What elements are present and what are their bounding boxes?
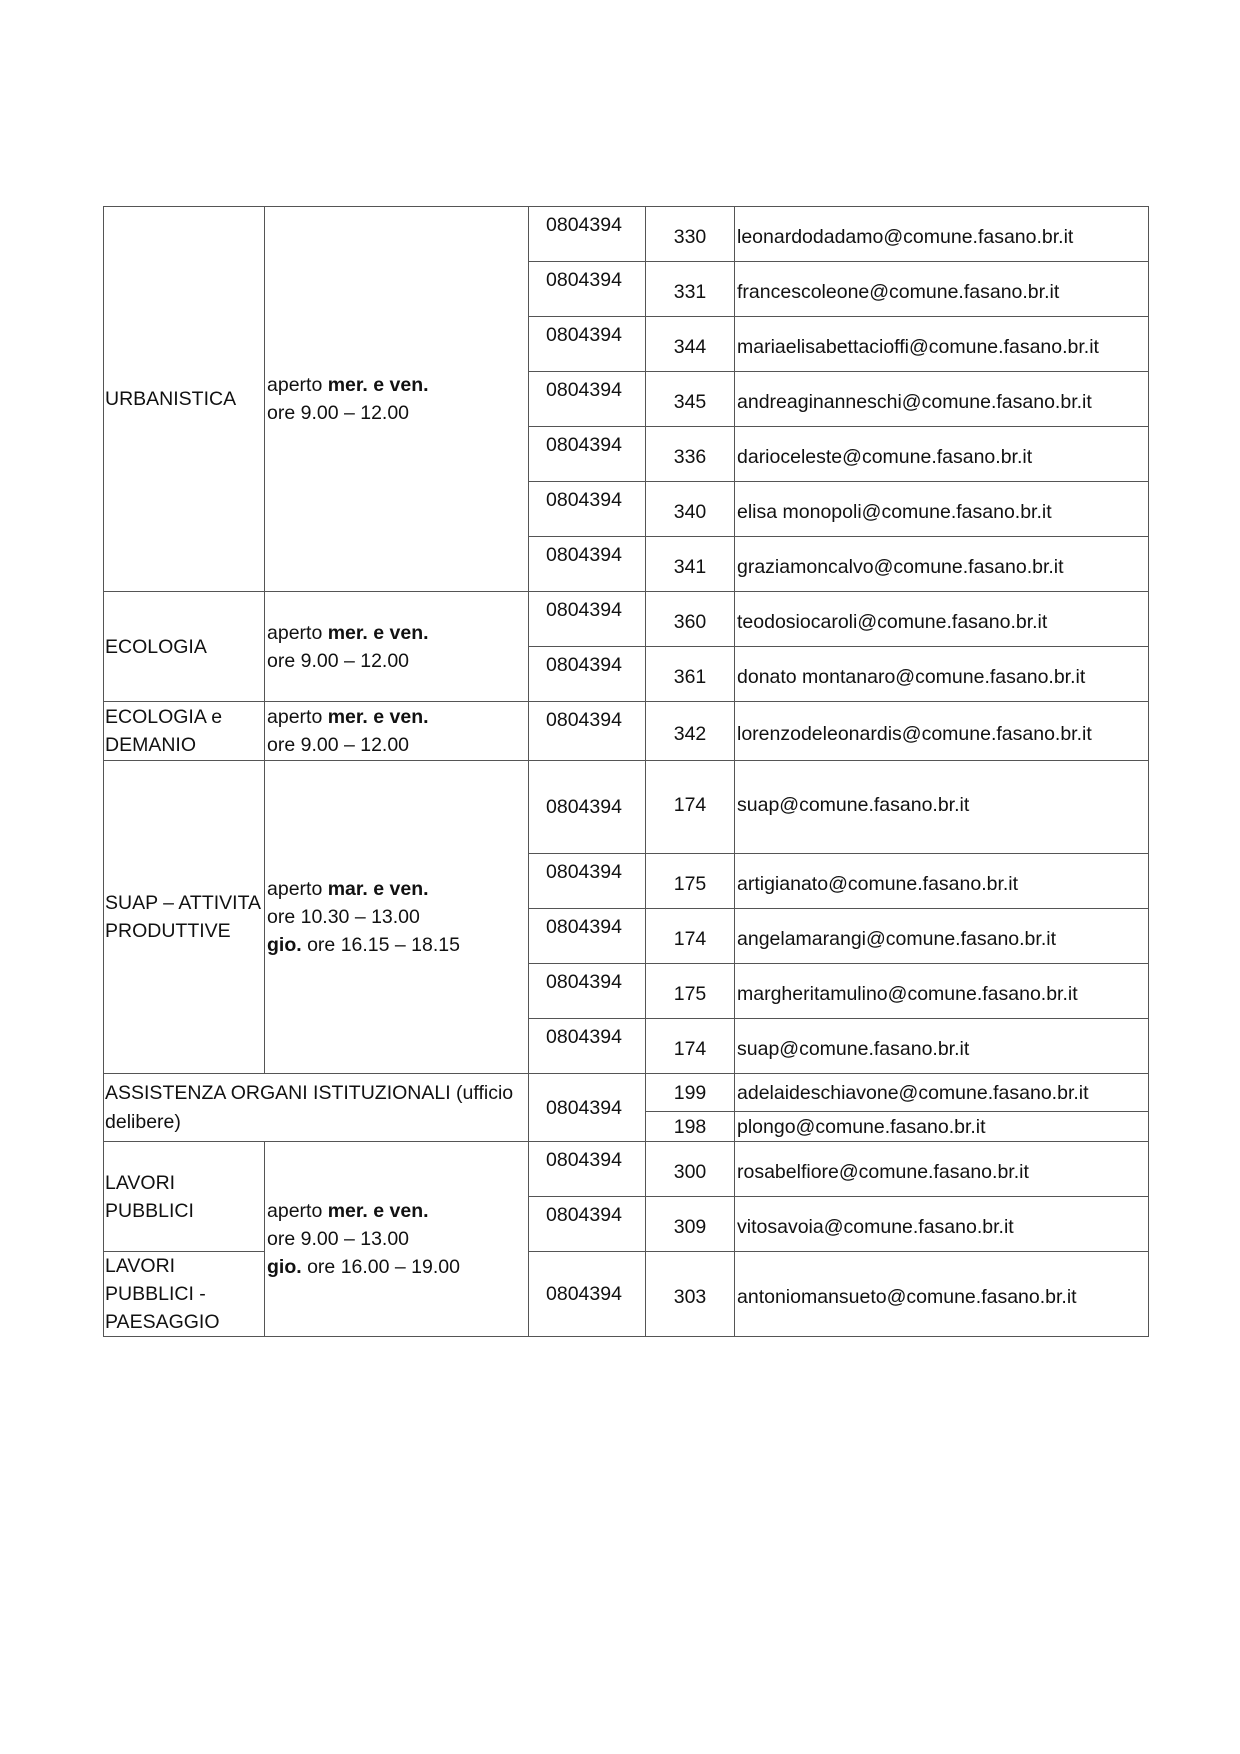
extension: 331 [646, 262, 735, 317]
table-row [104, 207, 1149, 262]
table-row [104, 592, 1149, 647]
email-link[interactable]: leonardodadamo@comune.fasano.br.it [735, 207, 1149, 262]
phone-prefix: 0804394 [529, 909, 646, 964]
hours-cell: aperto mer. e ven. ore 9.00 – 12.00 [265, 592, 529, 702]
phone-prefix: 0804394 [529, 647, 646, 702]
hours-cell: aperto mer. e ven. ore 9.00 – 12.00 [265, 207, 529, 592]
phone-prefix: 0804394 [529, 207, 646, 262]
extension: 330 [646, 207, 735, 262]
extension: 340 [646, 482, 735, 537]
email-link[interactable]: artigianato@comune.fasano.br.it [735, 854, 1149, 909]
email-link[interactable]: plongo@comune.fasano.br.it [735, 1112, 1149, 1142]
phone-prefix: 0804394 [529, 482, 646, 537]
table-row [104, 702, 1149, 761]
phone-prefix: 0804394 [529, 262, 646, 317]
extension: 175 [646, 964, 735, 1019]
email-link[interactable]: angelamarangi@comune.fasano.br.it [735, 909, 1149, 964]
extension: 336 [646, 427, 735, 482]
department-cell: ECOLOGIA [104, 592, 265, 702]
email-link[interactable]: darioceleste@comune.fasano.br.it [735, 427, 1149, 482]
department-cell: URBANISTICA [104, 207, 265, 592]
phone-prefix: 0804394 [529, 1142, 646, 1197]
phone-prefix: 0804394 [529, 761, 646, 854]
email-link[interactable]: margheritamulino@comune.fasano.br.it [735, 964, 1149, 1019]
phone-prefix: 0804394 [529, 1074, 646, 1142]
hours-cell: aperto mar. e ven. ore 10.30 – 13.00 gio. ore 16.15 – 18.15 [265, 761, 529, 1074]
phone-prefix: 0804394 [529, 1252, 646, 1337]
table-row [104, 761, 1149, 854]
extension: 175 [646, 854, 735, 909]
contacts-table [103, 206, 1149, 1337]
phone-prefix: 0804394 [529, 1019, 646, 1074]
department-cell: ASSISTENZA ORGANI ISTITUZIONALI (ufficio delibere) [104, 1074, 529, 1142]
extension: 174 [646, 761, 735, 854]
department-cell: LAVORI PUBBLICI [104, 1142, 265, 1252]
phone-prefix: 0804394 [529, 964, 646, 1019]
table-row [104, 1252, 1149, 1337]
phone-prefix: 0804394 [529, 537, 646, 592]
email-link[interactable]: francescoleone@comune.fasano.br.it [735, 262, 1149, 317]
email-link[interactable]: lorenzodeleonardis@comune.fasano.br.it [735, 702, 1149, 761]
email-link[interactable]: rosabelfiore@comune.fasano.br.it [735, 1142, 1149, 1197]
email-link[interactable]: suap@comune.fasano.br.it [735, 1019, 1149, 1074]
department-cell: ECOLOGIA e DEMANIO [104, 702, 265, 761]
phone-prefix: 0804394 [529, 1197, 646, 1252]
email-link[interactable]: elisa monopoli@comune.fasano.br.it [735, 482, 1149, 537]
email-link[interactable]: vitosavoia@comune.fasano.br.it [735, 1197, 1149, 1252]
table-row [104, 1074, 1149, 1112]
extension: 199 [646, 1074, 735, 1112]
email-link[interactable]: andreaginanneschi@comune.fasano.br.it [735, 372, 1149, 427]
email-link[interactable]: suap@comune.fasano.br.it [735, 761, 1149, 854]
extension: 174 [646, 1019, 735, 1074]
department-cell: LAVORI PUBBLICI - PAESAGGIO [104, 1252, 265, 1337]
phone-prefix: 0804394 [529, 702, 646, 761]
phone-prefix: 0804394 [529, 317, 646, 372]
email-link[interactable]: teodosiocaroli@comune.fasano.br.it [735, 592, 1149, 647]
extension: 309 [646, 1197, 735, 1252]
email-link[interactable]: antoniomansueto@comune.fasano.br.it [735, 1252, 1149, 1337]
extension: 344 [646, 317, 735, 372]
extension: 361 [646, 647, 735, 702]
phone-prefix: 0804394 [529, 372, 646, 427]
phone-prefix: 0804394 [529, 592, 646, 647]
table-row [104, 1142, 1149, 1197]
email-link[interactable]: adelaideschiavone@comune.fasano.br.it [735, 1074, 1149, 1112]
extension: 345 [646, 372, 735, 427]
email-link[interactable]: graziamoncalvo@comune.fasano.br.it [735, 537, 1149, 592]
extension: 174 [646, 909, 735, 964]
extension: 342 [646, 702, 735, 761]
extension: 300 [646, 1142, 735, 1197]
email-link[interactable]: donato montanaro@comune.fasano.br.it [735, 647, 1149, 702]
email-link[interactable]: mariaelisabettacioffi@comune.fasano.br.it [735, 317, 1149, 372]
phone-prefix: 0804394 [529, 854, 646, 909]
hours-cell: aperto mer. e ven. ore 9.00 – 12.00 [265, 702, 529, 761]
department-cell: SUAP – ATTIVITA PRODUTTIVE [104, 761, 265, 1074]
phone-prefix: 0804394 [529, 427, 646, 482]
extension: 360 [646, 592, 735, 647]
extension: 198 [646, 1112, 735, 1142]
extension: 341 [646, 537, 735, 592]
extension: 303 [646, 1252, 735, 1337]
hours-cell: aperto mer. e ven. ore 9.00 – 13.00 gio. ore 16.00 – 19.00 [265, 1142, 529, 1337]
